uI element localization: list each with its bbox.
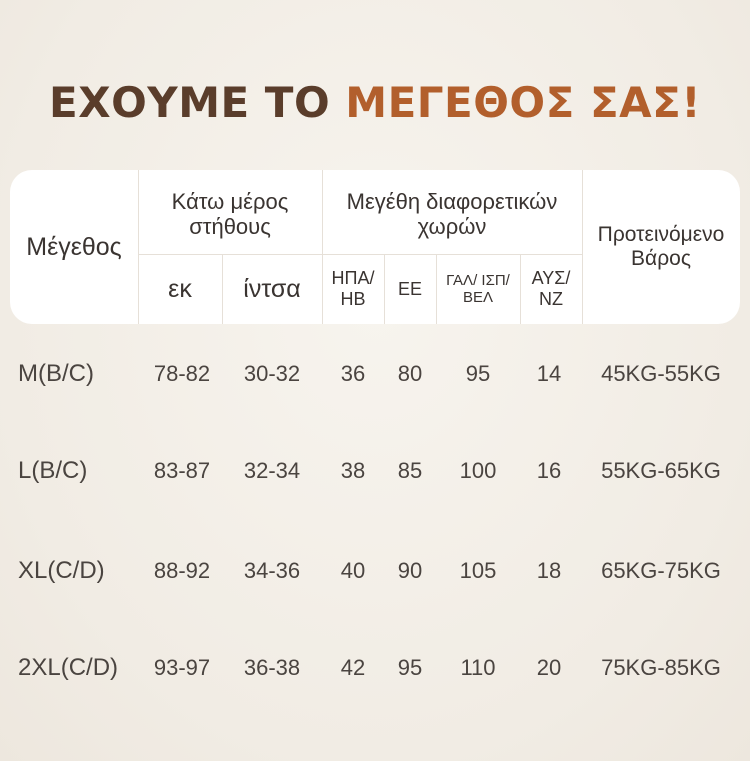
title-part-1: ΕΧΟΥΜΕ ΤΟ <box>49 78 331 127</box>
cell-inch: 34-36 <box>243 558 301 583</box>
header-under-bust: Κάτω μέρος στήθους <box>171 188 289 239</box>
cell-eu: 95 <box>397 655 423 680</box>
cell-eu: 80 <box>397 361 423 386</box>
header-under-bust-cm: εκ <box>168 274 192 303</box>
table-header <box>10 170 740 324</box>
cell-fr: 105 <box>459 558 497 583</box>
cell-cm: 93-97 <box>153 655 211 680</box>
cell-size: M(B/C) <box>18 360 94 387</box>
cell-inch: 32-34 <box>243 458 301 483</box>
cell-au: 14 <box>536 361 562 386</box>
cell-weight: 75KG-85KG <box>601 655 721 680</box>
cell-weight: 55KG-65KG <box>601 458 721 483</box>
header-fr: ΓΑΛ/ ΙΣΠ/ ΒΕΛ <box>446 271 510 306</box>
cell-usa: 38 <box>340 458 366 483</box>
header-weight: Προτεινόμενο Βάρος <box>597 222 725 270</box>
header-country-sizes: Μεγέθη διαφορετικών χωρών <box>346 188 558 239</box>
page-title <box>0 78 750 127</box>
cell-cm: 88-92 <box>153 558 211 583</box>
cell-weight: 45KG-55KG <box>601 361 721 386</box>
cell-size: 2XL(C/D) <box>18 654 119 681</box>
cell-fr: 110 <box>460 655 496 680</box>
cell-size: XL(C/D) <box>18 557 105 584</box>
cell-inch: 30-32 <box>243 361 301 386</box>
table-row <box>0 451 750 491</box>
cell-inch: 36-38 <box>243 655 301 680</box>
cell-fr: 95 <box>465 361 491 386</box>
header-size: Μέγεθος <box>26 232 122 261</box>
title-part-2: ΜΕΓΕΘΟΣ ΣΑΣ! <box>345 78 701 127</box>
cell-au: 20 <box>536 655 562 680</box>
table-row <box>0 551 750 591</box>
cell-usa: 42 <box>340 655 366 680</box>
header-eu: ΕΕ <box>397 278 422 299</box>
header-under-bust-inch: ίντσα <box>243 274 301 303</box>
cell-cm: 78-82 <box>153 361 211 386</box>
header-au: ΑΥΣ/ ΝΖ <box>531 268 571 309</box>
table-row <box>0 354 750 394</box>
cell-au: 18 <box>536 558 562 583</box>
cell-au: 16 <box>536 458 562 483</box>
cell-cm: 83-87 <box>153 458 211 483</box>
cell-usa: 36 <box>340 361 366 386</box>
cell-usa: 40 <box>340 558 366 583</box>
cell-eu: 85 <box>397 458 423 483</box>
table-row <box>0 648 750 688</box>
cell-size: L(B/C) <box>18 457 88 484</box>
cell-weight: 65KG-75KG <box>601 558 721 583</box>
cell-fr: 100 <box>459 458 497 483</box>
header-usa: ΗΠΑ/ ΗΒ <box>331 268 375 309</box>
cell-eu: 90 <box>397 558 423 583</box>
